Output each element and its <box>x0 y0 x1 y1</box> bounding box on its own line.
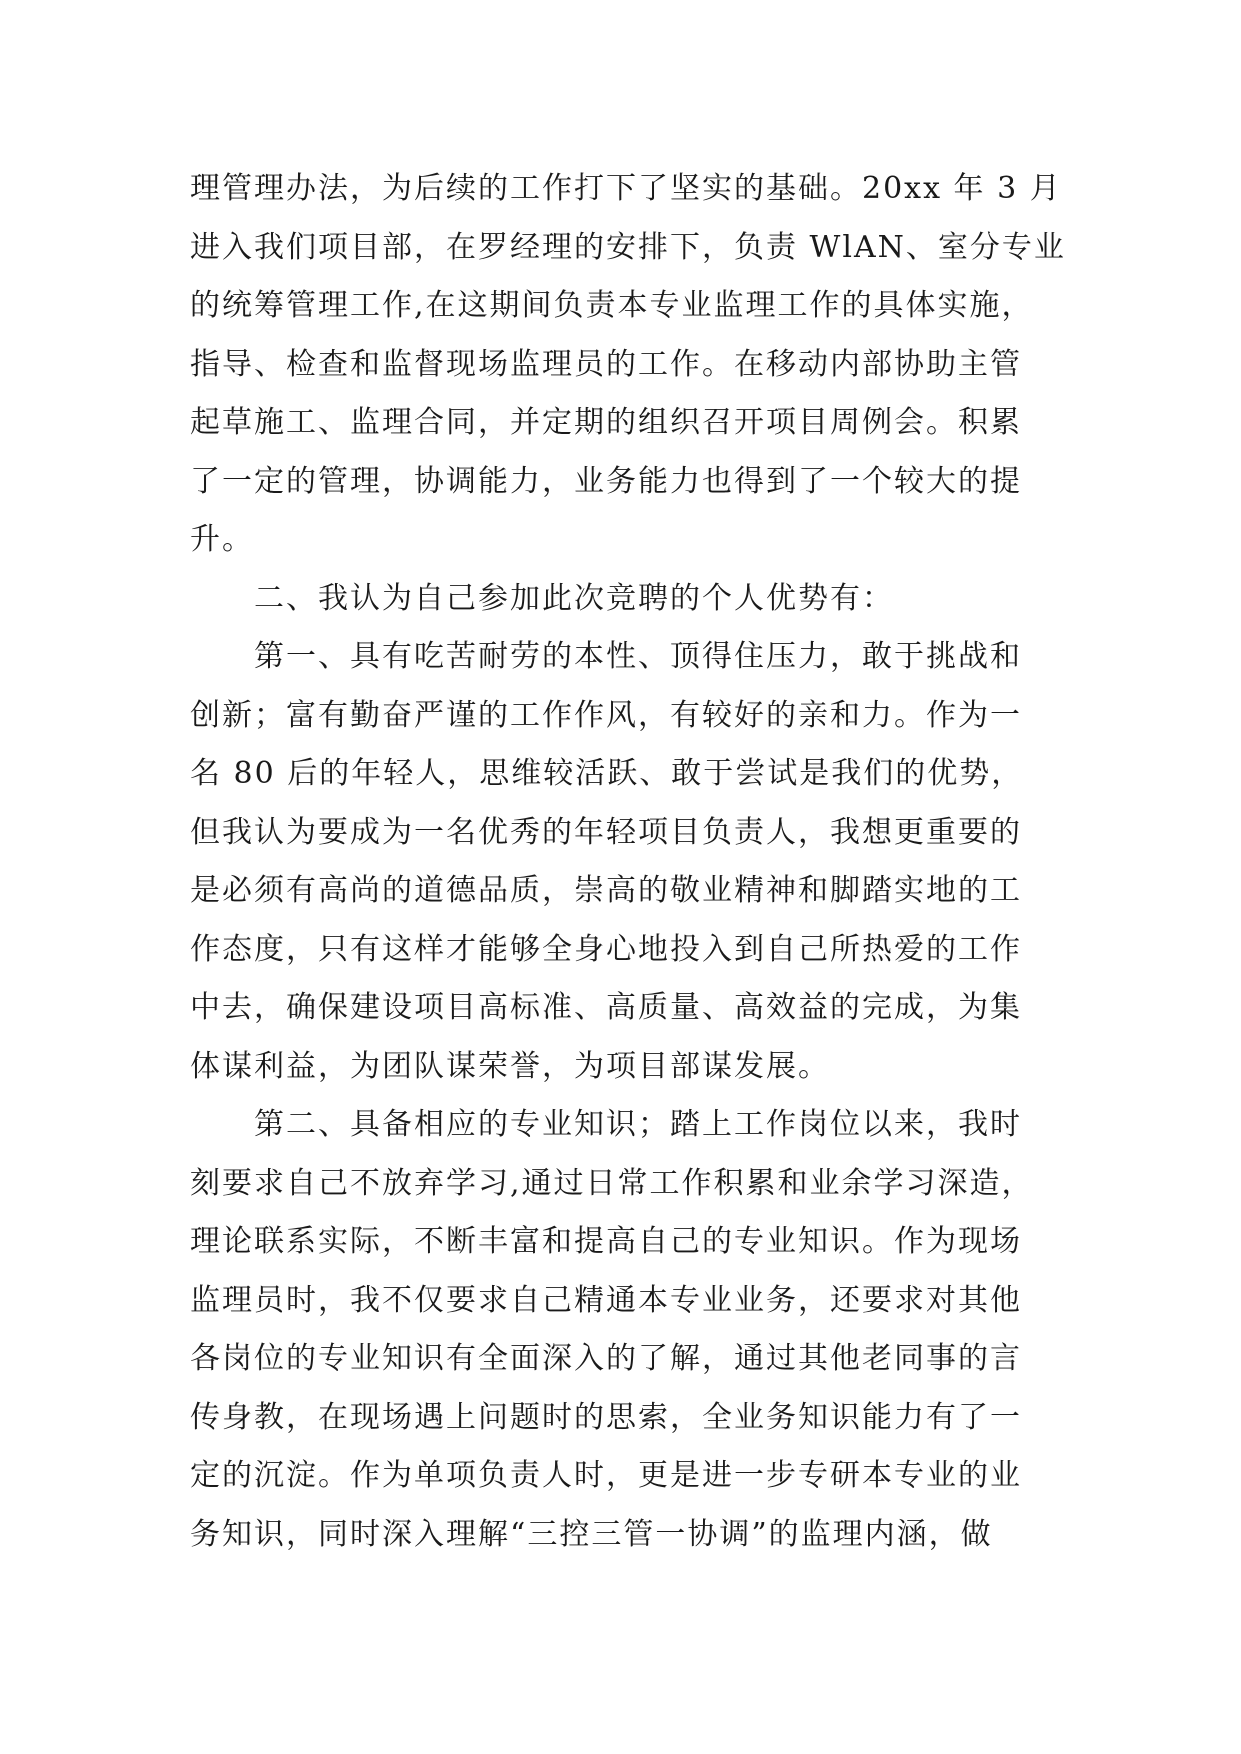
text-line: 起草施工、监理合同，并定期的组织召开项目周例会。积累 <box>190 405 1022 440</box>
text-line: 名 80 后的年轻人，思维较活跃、敢于尝试是我们的优势， <box>190 756 1024 791</box>
text-line: 创新；富有勤奋严谨的工作作风，有较好的亲和力。作为一 <box>190 697 1022 733</box>
text-line: 的统筹管理工作,在这期间负责本专业监理工作的具体实施， <box>190 288 1034 323</box>
section-heading: 二、我认为自己参加此次竞聘的个人优势有： <box>254 580 894 616</box>
paragraph-start-line: 第二、具备相应的专业知识；踏上工作岗位以来，我时 <box>254 1107 1022 1142</box>
text-line: 理管理办法，为后续的工作打下了坚实的基础。20xx 年 3 月 <box>190 171 1062 206</box>
text-line: 进入我们项目部，在罗经理的安排下，负责 WlAN、室分专业 <box>190 229 1066 265</box>
text-line: 是必须有高尚的道德品质，崇高的敬业精神和脚踏实地的工 <box>190 873 1022 908</box>
text-line: 升。 <box>190 522 254 557</box>
text-line: 体谋利益，为团队谋荣誉，为项目部谋发展。 <box>190 1048 830 1084</box>
text-line: 中去，确保建设项目高标准、高质量、高效益的完成，为集 <box>190 990 1022 1025</box>
text-line: 传身教，在现场遇上问题时的思索，全业务知识能力有了一 <box>190 1399 1022 1435</box>
text-line: 刻要求自己不放弃学习,通过日常工作积累和业余学习深造， <box>190 1165 1034 1201</box>
text-line: 务知识，同时深入理解“三控三管一协调”的监理内涵，做 <box>190 1516 993 1552</box>
text-line: 但我认为要成为一名优秀的年轻项目负责人，我想更重要的 <box>190 814 1022 850</box>
text-line: 理论联系实际，不断丰富和提高自己的专业知识。作为现场 <box>190 1224 1022 1259</box>
paragraph-start-line: 第一、具有吃苦耐劳的本性、顶得住压力，敢于挑战和 <box>254 639 1022 674</box>
text-line: 了一定的管理，协调能力，业务能力也得到了一个较大的提 <box>190 463 1022 499</box>
text-line: 各岗位的专业知识有全面深入的了解，通过其他老同事的言 <box>190 1341 1022 1376</box>
text-line: 指导、检查和监督现场监理员的工作。在移动内部协助主管 <box>190 346 1022 382</box>
text-line: 定的沉淀。作为单项负责人时，更是进一步专研本专业的业 <box>190 1458 1022 1493</box>
document-body <box>190 160 1090 1564</box>
text-line: 作态度，只有这样才能够全身心地投入到自己所热爱的工作 <box>190 931 1022 967</box>
text-line: 监理员时，我不仅要求自己精通本专业业务，还要求对其他 <box>190 1282 1022 1318</box>
